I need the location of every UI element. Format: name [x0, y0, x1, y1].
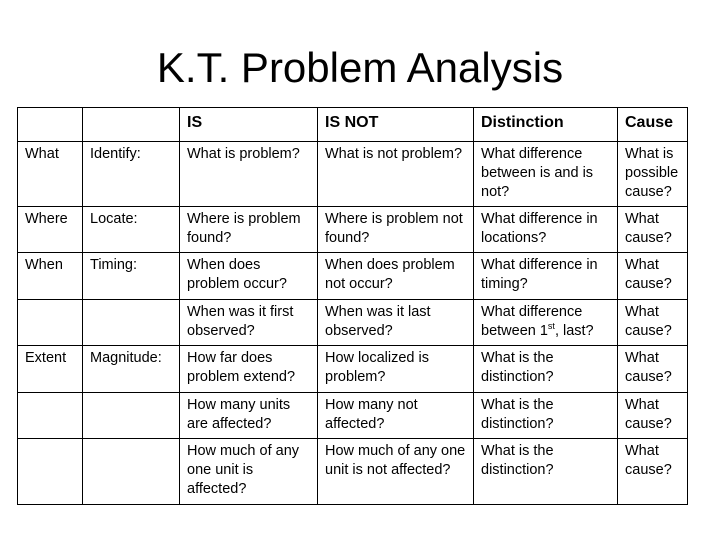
is-cell: When was it first observed?: [180, 300, 318, 346]
distinction-text-pre: What difference between 1: [481, 304, 583, 339]
subcategory-cell: Magnitude:: [83, 346, 180, 393]
table-row: [18, 346, 688, 393]
is-not-cell: How many not affected?: [318, 393, 474, 439]
subcategory-cell: Timing:: [83, 253, 180, 300]
cause-cell: What cause?: [618, 207, 688, 253]
distinction-cell: What difference in locations?: [474, 207, 618, 253]
header-cell-subcategory: [83, 108, 180, 142]
is-cell: How many units are affected?: [180, 393, 318, 439]
is-not-cell: How much of any one unit is not affected?: [318, 439, 474, 505]
table-row: [18, 142, 688, 207]
cause-cell: What cause?: [618, 253, 688, 300]
subcategory-cell: [83, 393, 180, 439]
subcategory-cell: [83, 300, 180, 346]
is-cell: How much of any one unit is affected?: [180, 439, 318, 505]
distinction-cell: What difference in timing?: [474, 253, 618, 300]
distinction-cell: [474, 300, 618, 346]
is-cell: How far does problem extend?: [180, 346, 318, 393]
cause-cell: What cause?: [618, 439, 688, 505]
category-cell: [18, 393, 83, 439]
cause-cell: What cause?: [618, 346, 688, 393]
table-row: [18, 253, 688, 300]
distinction-cell: What difference between is and is not?: [474, 142, 618, 207]
cause-cell: What is possible cause?: [618, 142, 688, 207]
is-not-cell: When was it last observed?: [318, 300, 474, 346]
subcategory-cell: Identify:: [83, 142, 180, 207]
category-cell: [18, 439, 83, 505]
category-cell: What: [18, 142, 83, 207]
table-row: [18, 439, 688, 505]
ordinal-suffix: st: [547, 321, 555, 332]
header-cell-category: [18, 108, 83, 142]
is-not-cell: What is not problem?: [318, 142, 474, 207]
category-cell: Extent: [18, 346, 83, 393]
header-cell-is: IS: [180, 108, 318, 142]
distinction-cell: What is the distinction?: [474, 439, 618, 505]
subcategory-cell: Locate:: [83, 207, 180, 253]
page-title: K.T. Problem Analysis: [156, 44, 564, 91]
distinction-cell: What is the distinction?: [474, 346, 618, 393]
category-cell: Where: [18, 207, 83, 253]
distinction-cell: What is the distinction?: [474, 393, 618, 439]
is-cell: Where is problem found?: [180, 207, 318, 253]
header-cell-cause: Cause: [618, 108, 688, 142]
cause-cell: What cause?: [618, 393, 688, 439]
category-cell: When: [18, 253, 83, 300]
header-cell-is-not: IS NOT: [318, 108, 474, 142]
table-row: [18, 393, 688, 439]
is-cell: What is problem?: [180, 142, 318, 207]
table-row: [18, 207, 688, 253]
table-row: [18, 300, 688, 346]
is-not-cell: Where is problem not found?: [318, 207, 474, 253]
subcategory-cell: [83, 439, 180, 505]
header-cell-distinction: Distinction: [474, 108, 618, 142]
kt-analysis-table: [17, 107, 688, 505]
distinction-text-post: , last?: [554, 323, 594, 339]
is-not-cell: How localized is problem?: [318, 346, 474, 393]
cause-cell: What cause?: [618, 300, 688, 346]
is-cell: When does problem occur?: [180, 253, 318, 300]
header-row: [18, 108, 688, 142]
is-not-cell: When does problem not occur?: [318, 253, 474, 300]
category-cell: [18, 300, 83, 346]
